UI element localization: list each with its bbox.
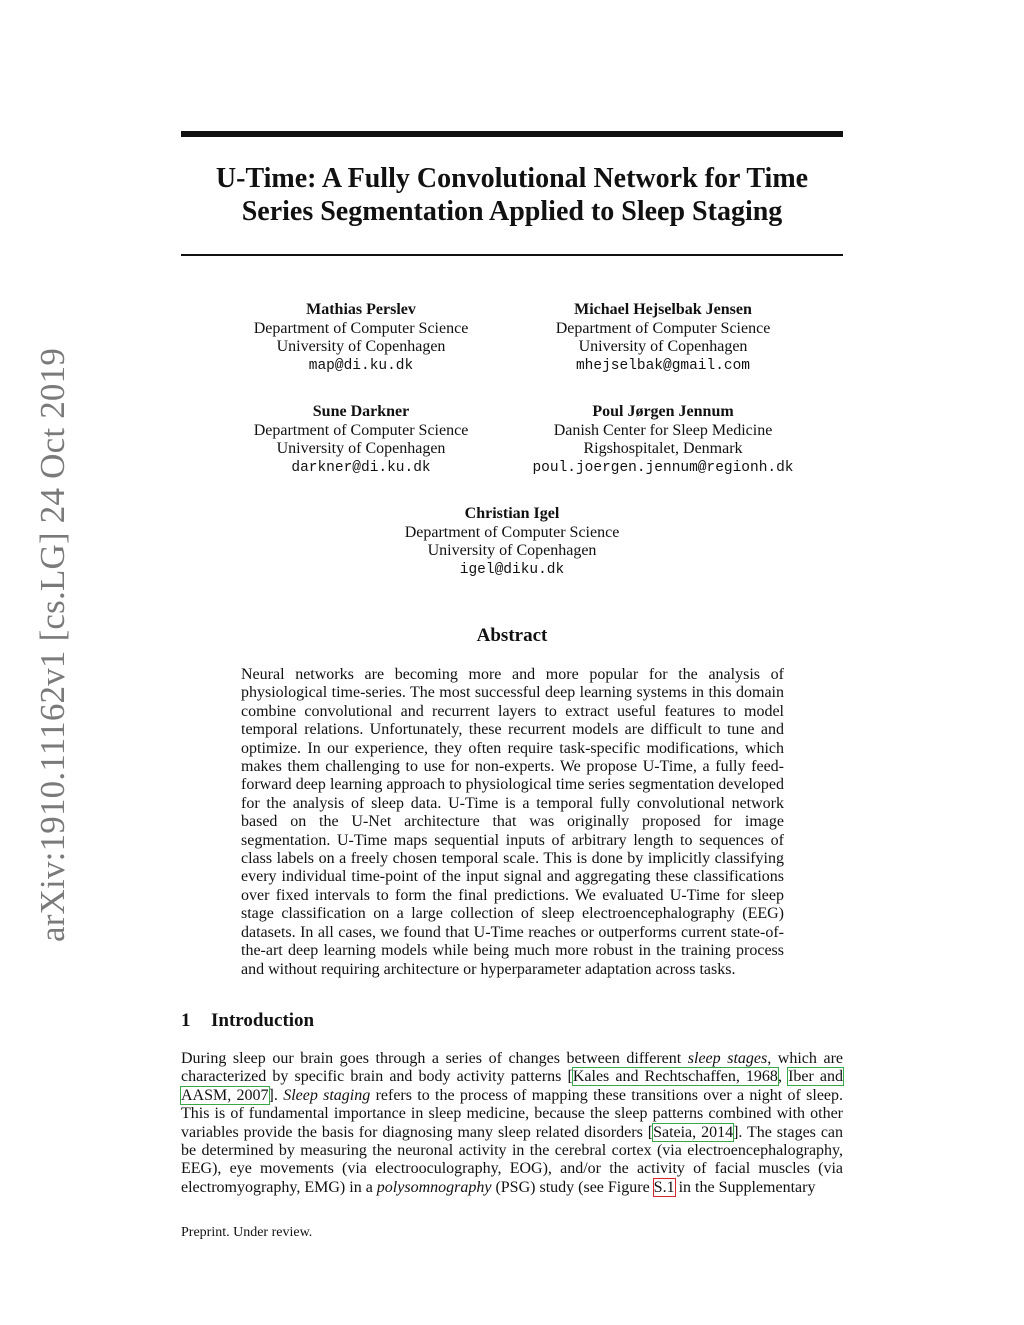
intro-text: , — [777, 1068, 789, 1086]
citation-link[interactable]: Iber and AASM, 2007 — [181, 1068, 844, 1104]
author-affiliation: University of Copenhagen — [427, 542, 597, 559]
arxiv-identifier: arXiv:1910.11162v1 [cs.LG] 24 Oct 2019 — [33, 347, 72, 943]
intro-text: During sleep our brain goes through a series of changes between different — [181, 1050, 688, 1067]
author-block-darkner — [191, 403, 531, 477]
intro-emphasis: sleep stages — [687, 1050, 768, 1067]
intro-emphasis: polysomnography — [376, 1178, 492, 1196]
intro-text: refers to the process of mapping these transitions over a night of sleep. This is of fundamental importance in sleep medicine, because the sleep patterns combined with other variables provide the basis for diagnosing many sleep related disorders [ — [181, 1086, 844, 1141]
author-email[interactable]: darkner@di.ku.dk — [291, 459, 431, 476]
page-footer: Preprint. Under review. — [181, 1225, 313, 1240]
abstract-text: Neural networks are becoming more and more popular for the analysis of physiological time-series. The most successful deep learning systems in this domain combine convolutional and recurrent layers to extract useful features to model temporal relations. Unfortunately, these recurrent models are difficult to tune and optimize. In our experience, they often require task-specific modifications, which makes them challenging to use for non-experts. We propose U-Time, a fully feed-forward deep learning approach to physiological time series segmentation developed for the analysis of sleep data. U-Time is a temporal fully convolutional network based on the U-Net architecture that was originally proposed for image segmentation. U-Time maps sequential inputs of arbitrary length to sequences of class labels on a freely chosen temporal scale. This is done by implicitly classifying every individual time-point of the input signal and aggregating these classifications over fixed intervals to form the final predictions. We evaluated U-Time for sleep stage classification on a large collection of sleep electroencephalography (EEG) datasets. In all cases, we found that U-Time reaches or outperforms current state-of-the-art deep learning models while being much more robust in the training process and without requiring architecture or hyperparameter adaptation across tasks. — [241, 666, 784, 978]
intro-emphasis: Sleep staging — [283, 1086, 371, 1104]
author-name: Mathias Perslev — [306, 301, 416, 318]
intro-text: ]. — [268, 1086, 284, 1104]
figure-reference-link[interactable]: S.1 — [653, 1178, 675, 1196]
author-affiliation: Danish Center for Sleep Medicine — [553, 421, 773, 439]
abstract-heading: Abstract — [476, 625, 548, 646]
section-number: 1 — [181, 1010, 191, 1031]
citation-link[interactable]: Kales and Rechtschaffen, 1968 — [572, 1068, 778, 1086]
author-name: Michael Hejselbak Jensen — [574, 301, 752, 318]
author-name: Christian Igel — [464, 505, 560, 522]
author-block-igel — [342, 505, 682, 579]
intro-text: (PSG) study (see Figure — [491, 1178, 654, 1196]
author-affiliation: Department of Computer Science — [253, 421, 469, 439]
citation-link[interactable]: Sateia, 2014 — [653, 1123, 734, 1141]
author-email[interactable]: igel@diku.dk — [459, 561, 565, 578]
author-affiliation: University of Copenhagen — [276, 440, 446, 457]
introduction-paragraph — [181, 1050, 843, 1197]
title-line-1: U-Time: A Fully Convolutional Network for Time — [215, 163, 809, 194]
author-name: Poul Jørgen Jennum — [592, 403, 734, 420]
paper-title — [181, 162, 843, 228]
section-title: Introduction — [211, 1010, 315, 1031]
title-bottom-rule — [181, 254, 843, 256]
author-affiliation: Department of Computer Science — [253, 319, 469, 337]
title-line-2: Series Segmentation Applied to Sleep Staging — [241, 196, 783, 227]
author-email[interactable]: poul.joergen.jennum@regionh.dk — [532, 459, 794, 476]
author-affiliation: Rigshospitalet, Denmark — [583, 440, 743, 457]
author-affiliation: Department of Computer Science — [404, 523, 620, 541]
author-block-jensen — [493, 301, 833, 375]
intro-text: , which are characterized by specific brain and body activity patterns [ — [181, 1050, 843, 1086]
author-affiliation: University of Copenhagen — [578, 338, 748, 355]
section-heading-introduction — [181, 1010, 314, 1032]
title-top-rule — [181, 131, 843, 137]
author-name: Sune Darkner — [312, 403, 410, 420]
author-block-perslev — [191, 301, 531, 375]
intro-text: in the Supplementary — [674, 1178, 816, 1196]
author-email[interactable]: map@di.ku.dk — [308, 357, 414, 374]
author-block-jennum — [486, 403, 840, 477]
author-affiliation: University of Copenhagen — [276, 338, 446, 355]
author-email[interactable]: mhejselbak@gmail.com — [575, 357, 751, 374]
author-affiliation: Department of Computer Science — [555, 319, 771, 337]
intro-text: ]. The stages can be determined by measuring the neuronal activity in the cerebral cortex (via electroencephalography, EEG), eye movements (via electrooculography, EOG), and/or the activity of facial muscles (via electromyography, EMG) in a — [181, 1123, 844, 1196]
